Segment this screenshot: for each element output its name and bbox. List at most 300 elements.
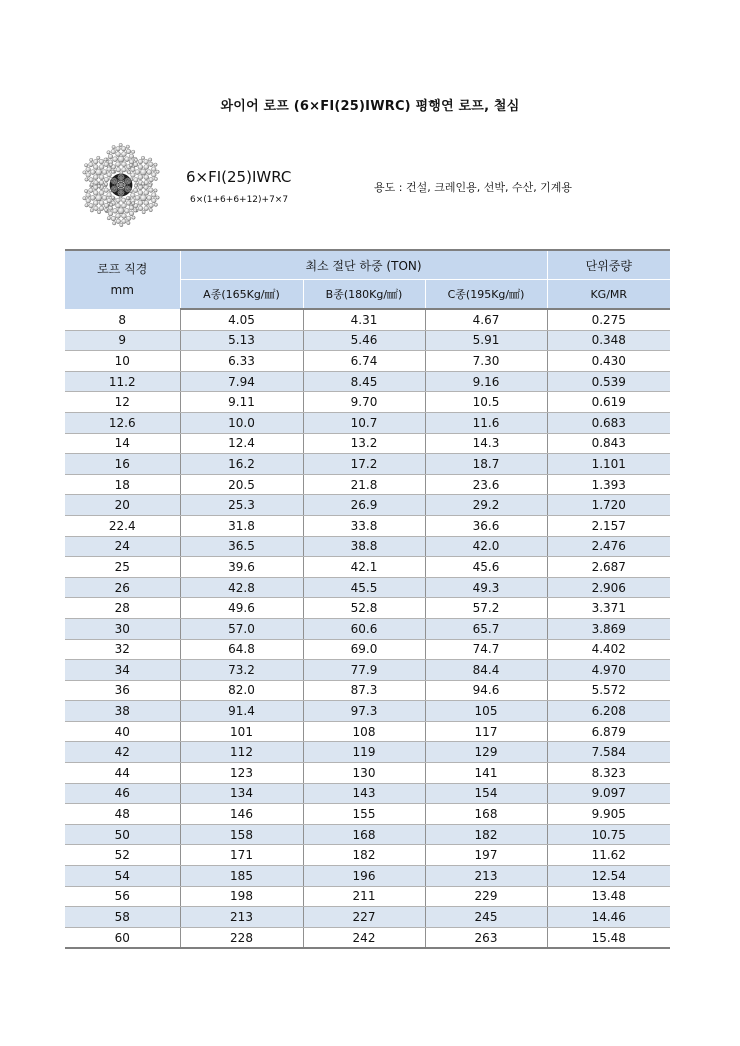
wire-circle	[118, 180, 119, 181]
header-unit-weight: 단위중량	[547, 250, 670, 280]
wire-circle	[97, 210, 100, 213]
wire-circle	[99, 159, 104, 164]
table-row	[65, 907, 670, 928]
wire-circle	[99, 180, 104, 185]
wire-circle	[122, 175, 123, 176]
wire-circle	[126, 216, 131, 221]
wire-circle	[126, 184, 127, 185]
wire-circle	[93, 190, 98, 195]
cell-unit-weight: 3.371	[547, 598, 670, 619]
cell-grade-b: 9.70	[303, 392, 425, 413]
cell-grade-b: 13.2	[303, 433, 425, 454]
wire-circle	[104, 188, 109, 193]
wire-circle	[127, 221, 130, 224]
cell-grade-c: 29.2	[425, 495, 547, 516]
wire-circle	[102, 170, 107, 175]
wire-circle	[107, 172, 112, 177]
wire-circle	[109, 203, 112, 206]
wire-circle	[99, 190, 104, 195]
cell-grade-c: 7.30	[425, 351, 547, 372]
wire-circle	[121, 152, 126, 157]
cell-grade-a: 12.4	[180, 433, 303, 454]
cell-diameter: 54	[65, 866, 180, 887]
wire-circle	[83, 197, 86, 200]
table-row	[65, 618, 670, 639]
cell-unit-weight: 9.097	[547, 783, 670, 804]
wire-circle	[116, 182, 117, 183]
cell-grade-c: 5.91	[425, 330, 547, 351]
wire-circle	[122, 180, 123, 181]
wire-circle	[118, 179, 119, 180]
wire-circle	[122, 195, 123, 196]
cell-unit-weight: 6.879	[547, 721, 670, 742]
wire-circle	[107, 217, 110, 220]
cell-unit-weight: 7.584	[547, 742, 670, 763]
wire-circle	[86, 167, 91, 172]
cell-grade-b: 60.6	[303, 618, 425, 639]
cell-grade-c: 245	[425, 907, 547, 928]
cell-grade-a: 213	[180, 907, 303, 928]
wire-circle	[104, 158, 107, 161]
table-row	[65, 804, 670, 825]
cell-grade-c: 57.2	[425, 598, 547, 619]
wire-circle	[93, 175, 98, 180]
wire-circle	[129, 206, 134, 211]
wire-circle	[107, 193, 112, 198]
wire-circle	[129, 191, 130, 192]
cell-grade-a: 57.0	[180, 618, 303, 639]
cell-diameter: 14	[65, 433, 180, 454]
wire-circle	[125, 180, 126, 181]
wire-circle	[144, 159, 149, 164]
wire-circle	[140, 195, 146, 201]
cell-grade-a: 7.94	[180, 371, 303, 392]
wire-circle	[124, 177, 125, 178]
cell-grade-c: 65.7	[425, 618, 547, 639]
cell-grade-c: 10.5	[425, 392, 547, 413]
wire-circle	[111, 187, 112, 188]
wire-rope-cross-section-icon	[78, 142, 164, 228]
wire-circle	[111, 180, 112, 181]
wire-circle	[128, 189, 129, 190]
wire-circle	[119, 182, 121, 184]
wire-circle	[130, 179, 131, 180]
page-title: 와이어 로프 (6×FI(25)IWRC) 평행연 로프, 철심	[220, 99, 520, 114]
cell-grade-c: 105	[425, 701, 547, 722]
wire-circle	[114, 189, 115, 190]
wire-circle	[121, 213, 126, 218]
table-body	[65, 309, 670, 948]
wire-circle	[121, 189, 122, 190]
cell-grade-c: 197	[425, 845, 547, 866]
cell-unit-weight: 8.323	[547, 763, 670, 784]
cell-unit-weight: 0.430	[547, 351, 670, 372]
wire-circle	[89, 178, 94, 183]
wire-circle	[113, 187, 114, 188]
wire-circle	[144, 201, 149, 206]
wire-circle	[112, 190, 113, 191]
cell-unit-weight: 2.906	[547, 577, 670, 598]
wire-circle	[123, 193, 124, 194]
wire-circle	[116, 185, 117, 186]
rope-spec-table	[65, 249, 670, 949]
wire-circle	[131, 150, 134, 153]
table-row	[65, 557, 670, 578]
wire-circle	[126, 182, 127, 183]
wire-circle	[129, 154, 134, 159]
wire-circle	[130, 188, 131, 189]
table-row	[65, 454, 670, 475]
wire-circle	[94, 180, 99, 185]
wire-circle	[123, 175, 124, 176]
wire-circle	[114, 178, 115, 179]
cell-unit-weight: 5.572	[547, 680, 670, 701]
cell-grade-a: 171	[180, 845, 303, 866]
wire-circle	[129, 187, 130, 188]
wire-circle	[130, 181, 131, 182]
wire-circle	[116, 191, 117, 192]
wire-circle	[133, 188, 138, 193]
cell-unit-weight: 2.157	[547, 515, 670, 536]
wire-circle	[119, 143, 122, 146]
header-breaking-load: 최소 절단 하중 (TON)	[180, 250, 547, 280]
wire-circle	[119, 181, 121, 183]
wire-circle	[126, 187, 127, 188]
wire-circle	[138, 175, 143, 180]
wire-circle	[131, 167, 136, 172]
wire-circle	[112, 186, 113, 187]
cell-grade-b: 42.1	[303, 557, 425, 578]
wire-circle	[149, 188, 154, 193]
cell-unit-weight: 15.48	[547, 927, 670, 948]
wire-circle	[126, 186, 127, 187]
wire-circle	[138, 159, 143, 164]
cell-grade-b: 119	[303, 742, 425, 763]
wire-circle	[152, 172, 157, 177]
wire-circle	[107, 167, 112, 172]
cell-diameter: 60	[65, 927, 180, 948]
wire-circle	[125, 190, 126, 191]
cell-grade-b: 108	[303, 721, 425, 742]
cell-grade-c: 18.7	[425, 454, 547, 475]
wire-circle	[122, 174, 123, 175]
wire-circle	[104, 162, 109, 167]
wire-circle	[149, 162, 154, 167]
wire-circle	[133, 162, 138, 167]
wire-circle	[119, 190, 120, 191]
wire-circle	[131, 193, 136, 198]
cell-grade-c: 84.4	[425, 660, 547, 681]
cell-diameter: 26	[65, 577, 180, 598]
wire-circle	[129, 160, 134, 165]
wire-circle	[130, 187, 131, 188]
wire-circle	[104, 183, 107, 186]
cell-grade-c: 49.3	[425, 577, 547, 598]
wire-circle	[119, 191, 120, 192]
cell-grade-a: 101	[180, 721, 303, 742]
wire-circle	[122, 184, 124, 186]
cell-grade-b: 45.5	[303, 577, 425, 598]
wire-circle	[138, 165, 143, 170]
wire-circle	[128, 178, 129, 179]
cell-grade-b: 21.8	[303, 474, 425, 495]
cell-diameter: 18	[65, 474, 180, 495]
cell-unit-weight: 2.476	[547, 536, 670, 557]
wire-circle	[121, 193, 122, 194]
wire-circle	[115, 187, 116, 188]
table-row	[65, 639, 670, 660]
rope-usage: 용도 : 건설, 크레인용, 선박, 수산, 기계용	[374, 181, 573, 194]
cell-diameter: 32	[65, 639, 180, 660]
cell-grade-c: 154	[425, 783, 547, 804]
wire-circle	[119, 175, 120, 176]
wire-circle	[111, 188, 112, 189]
wire-circle	[113, 208, 118, 213]
cell-grade-a: 91.4	[180, 701, 303, 722]
wire-circle	[84, 164, 87, 167]
wire-circle	[119, 186, 121, 188]
table-row	[65, 392, 670, 413]
cell-unit-weight: 1.101	[547, 454, 670, 475]
cell-grade-c: 94.6	[425, 680, 547, 701]
wire-circle	[111, 149, 116, 154]
cell-diameter: 10	[65, 351, 180, 372]
wire-circle	[126, 178, 127, 179]
wire-circle	[123, 187, 125, 189]
cell-grade-b: 17.2	[303, 454, 425, 475]
wire-circle	[116, 213, 121, 218]
cell-grade-a: 5.13	[180, 330, 303, 351]
cell-grade-a: 16.2	[180, 454, 303, 475]
wire-circle	[96, 195, 102, 201]
cell-diameter: 50	[65, 824, 180, 845]
wire-circle	[113, 157, 118, 162]
wire-circle	[117, 182, 118, 183]
cell-unit-weight: 4.402	[547, 639, 670, 660]
wire-circle	[112, 222, 115, 225]
cell-diameter: 16	[65, 454, 180, 475]
wire-circle	[138, 190, 143, 195]
wire-circle	[123, 194, 124, 195]
wire-circle	[120, 195, 121, 196]
cell-grade-c: 9.16	[425, 371, 547, 392]
wire-circle	[111, 182, 112, 183]
wire-circle	[97, 185, 100, 188]
wire-circle	[127, 178, 128, 179]
cell-grade-b: 227	[303, 907, 425, 928]
wire-circle	[152, 198, 157, 203]
wire-circle	[126, 201, 131, 206]
wire-circle	[144, 206, 149, 211]
cell-grade-b: 26.9	[303, 495, 425, 516]
cell-unit-weight: 1.720	[547, 495, 670, 516]
wire-circle	[113, 191, 114, 192]
cell-grade-a: 185	[180, 866, 303, 887]
wire-circle	[124, 157, 129, 162]
wire-circle	[121, 203, 126, 208]
wire-circle	[115, 179, 116, 180]
wire-circle	[126, 197, 129, 200]
wire-circle	[116, 198, 121, 203]
cell-grade-b: 33.8	[303, 515, 425, 536]
wire-circle	[127, 184, 128, 185]
cell-grade-b: 155	[303, 804, 425, 825]
wire-circle	[112, 187, 113, 188]
wire-circle	[115, 178, 116, 179]
wire-circle	[121, 186, 123, 188]
wire-circle	[112, 184, 113, 185]
wire-circle	[85, 178, 88, 181]
wire-circle	[112, 178, 113, 179]
cell-grade-b: 196	[303, 866, 425, 887]
cell-unit-weight: 12.54	[547, 866, 670, 887]
wire-circle	[124, 183, 126, 185]
wire-circle	[121, 174, 122, 175]
wire-circle	[112, 179, 113, 180]
cell-diameter: 34	[65, 660, 180, 681]
cell-grade-c: 36.6	[425, 515, 547, 536]
wire-circle	[123, 177, 124, 178]
wire-circle	[90, 158, 93, 161]
cell-diameter: 12	[65, 392, 180, 413]
wire-circle	[147, 170, 152, 175]
wire-circle	[124, 192, 125, 193]
table-row	[65, 536, 670, 557]
table-row	[65, 721, 670, 742]
wire-circle	[138, 201, 143, 206]
wire-circle	[89, 162, 94, 167]
wire-circle	[119, 188, 121, 190]
table-row	[65, 371, 670, 392]
wire-circle	[111, 170, 114, 173]
wire-circle	[118, 156, 124, 162]
cell-grade-c: 42.0	[425, 536, 547, 557]
wire-circle	[111, 189, 112, 190]
wire-circle	[122, 191, 123, 192]
wire-circle	[118, 194, 119, 195]
wire-circle	[108, 206, 113, 211]
wire-circle	[83, 171, 86, 174]
wire-circle	[156, 170, 159, 173]
header-diameter-label: 로프 직경	[97, 262, 148, 276]
cell-diameter: 11.2	[65, 371, 180, 392]
cell-grade-a: 20.5	[180, 474, 303, 495]
table-row	[65, 886, 670, 907]
cell-grade-a: 112	[180, 742, 303, 763]
wire-circle	[125, 179, 126, 180]
wire-circle	[107, 198, 112, 203]
wire-circle	[122, 219, 127, 224]
wire-circle	[99, 165, 104, 170]
wire-circle	[124, 208, 129, 213]
wire-circle	[116, 146, 121, 151]
cell-grade-c: 45.6	[425, 557, 547, 578]
wire-circle	[124, 189, 125, 190]
wire-circle	[134, 209, 137, 212]
wire-circle	[120, 179, 121, 180]
wire-circle	[109, 163, 112, 166]
cell-grade-c: 117	[425, 721, 547, 742]
wire-circle	[130, 190, 131, 191]
wire-circle	[116, 183, 117, 184]
wire-circle	[134, 184, 137, 187]
cell-grade-a: 158	[180, 824, 303, 845]
cell-grade-b: 211	[303, 886, 425, 907]
wire-circle	[90, 195, 95, 200]
wire-circle	[99, 201, 104, 206]
cell-grade-c: 23.6	[425, 474, 547, 495]
cell-grade-a: 134	[180, 783, 303, 804]
cell-diameter: 22.4	[65, 515, 180, 536]
wire-circle	[131, 173, 136, 178]
wire-circle	[86, 173, 91, 178]
wire-circle	[121, 180, 122, 181]
cell-grade-a: 39.6	[180, 557, 303, 578]
header-diameter-unit: mm	[110, 283, 134, 297]
wire-circle	[141, 156, 144, 159]
cell-diameter: 25	[65, 557, 180, 578]
wire-circle	[86, 199, 91, 204]
cell-grade-a: 73.2	[180, 660, 303, 681]
header-grade-b: B종(180Kg/㎟)	[303, 280, 425, 310]
wire-circle	[118, 184, 120, 186]
cell-diameter: 40	[65, 721, 180, 742]
cell-unit-weight: 13.48	[547, 886, 670, 907]
wire-circle	[125, 184, 126, 185]
wire-circle	[121, 198, 126, 203]
wire-circle	[144, 165, 149, 170]
wire-circle	[121, 162, 126, 167]
wire-circle	[93, 165, 98, 170]
wire-circle	[121, 190, 122, 191]
cell-grade-a: 198	[180, 886, 303, 907]
wire-circle	[89, 203, 94, 208]
wire-circle	[93, 159, 98, 164]
wire-circle	[86, 193, 91, 198]
wire-circle	[114, 185, 115, 186]
wire-circle	[112, 182, 113, 183]
wire-circle	[116, 181, 117, 182]
wire-circle	[99, 175, 104, 180]
wire-circle	[118, 176, 119, 177]
wire-circle	[112, 145, 115, 148]
wire-circle	[119, 174, 120, 175]
wire-circle	[149, 208, 152, 211]
cell-unit-weight: 3.869	[547, 618, 670, 639]
wire-circle	[113, 183, 114, 184]
cell-grade-a: 228	[180, 927, 303, 948]
cell-diameter: 36	[65, 680, 180, 701]
wire-circle	[111, 216, 116, 221]
table-row	[65, 660, 670, 681]
cell-grade-c: 11.6	[425, 412, 547, 433]
cell-unit-weight: 9.905	[547, 804, 670, 825]
wire-circle	[116, 219, 121, 224]
cell-grade-b: 8.45	[303, 371, 425, 392]
header-unit: KG/MR	[547, 280, 670, 310]
wire-circle	[120, 191, 121, 192]
wire-circle	[97, 156, 100, 159]
cell-grade-b: 4.31	[303, 309, 425, 330]
rope-construction-spec: 6×(1+6+6+12)+7×7	[190, 195, 289, 205]
cell-unit-weight: 0.843	[547, 433, 670, 454]
cell-diameter: 8	[65, 309, 180, 330]
wire-circle	[116, 152, 121, 157]
wire-circle	[144, 190, 149, 195]
wire-circle	[118, 187, 120, 189]
wire-circle	[102, 195, 107, 200]
wire-circle	[114, 178, 115, 179]
